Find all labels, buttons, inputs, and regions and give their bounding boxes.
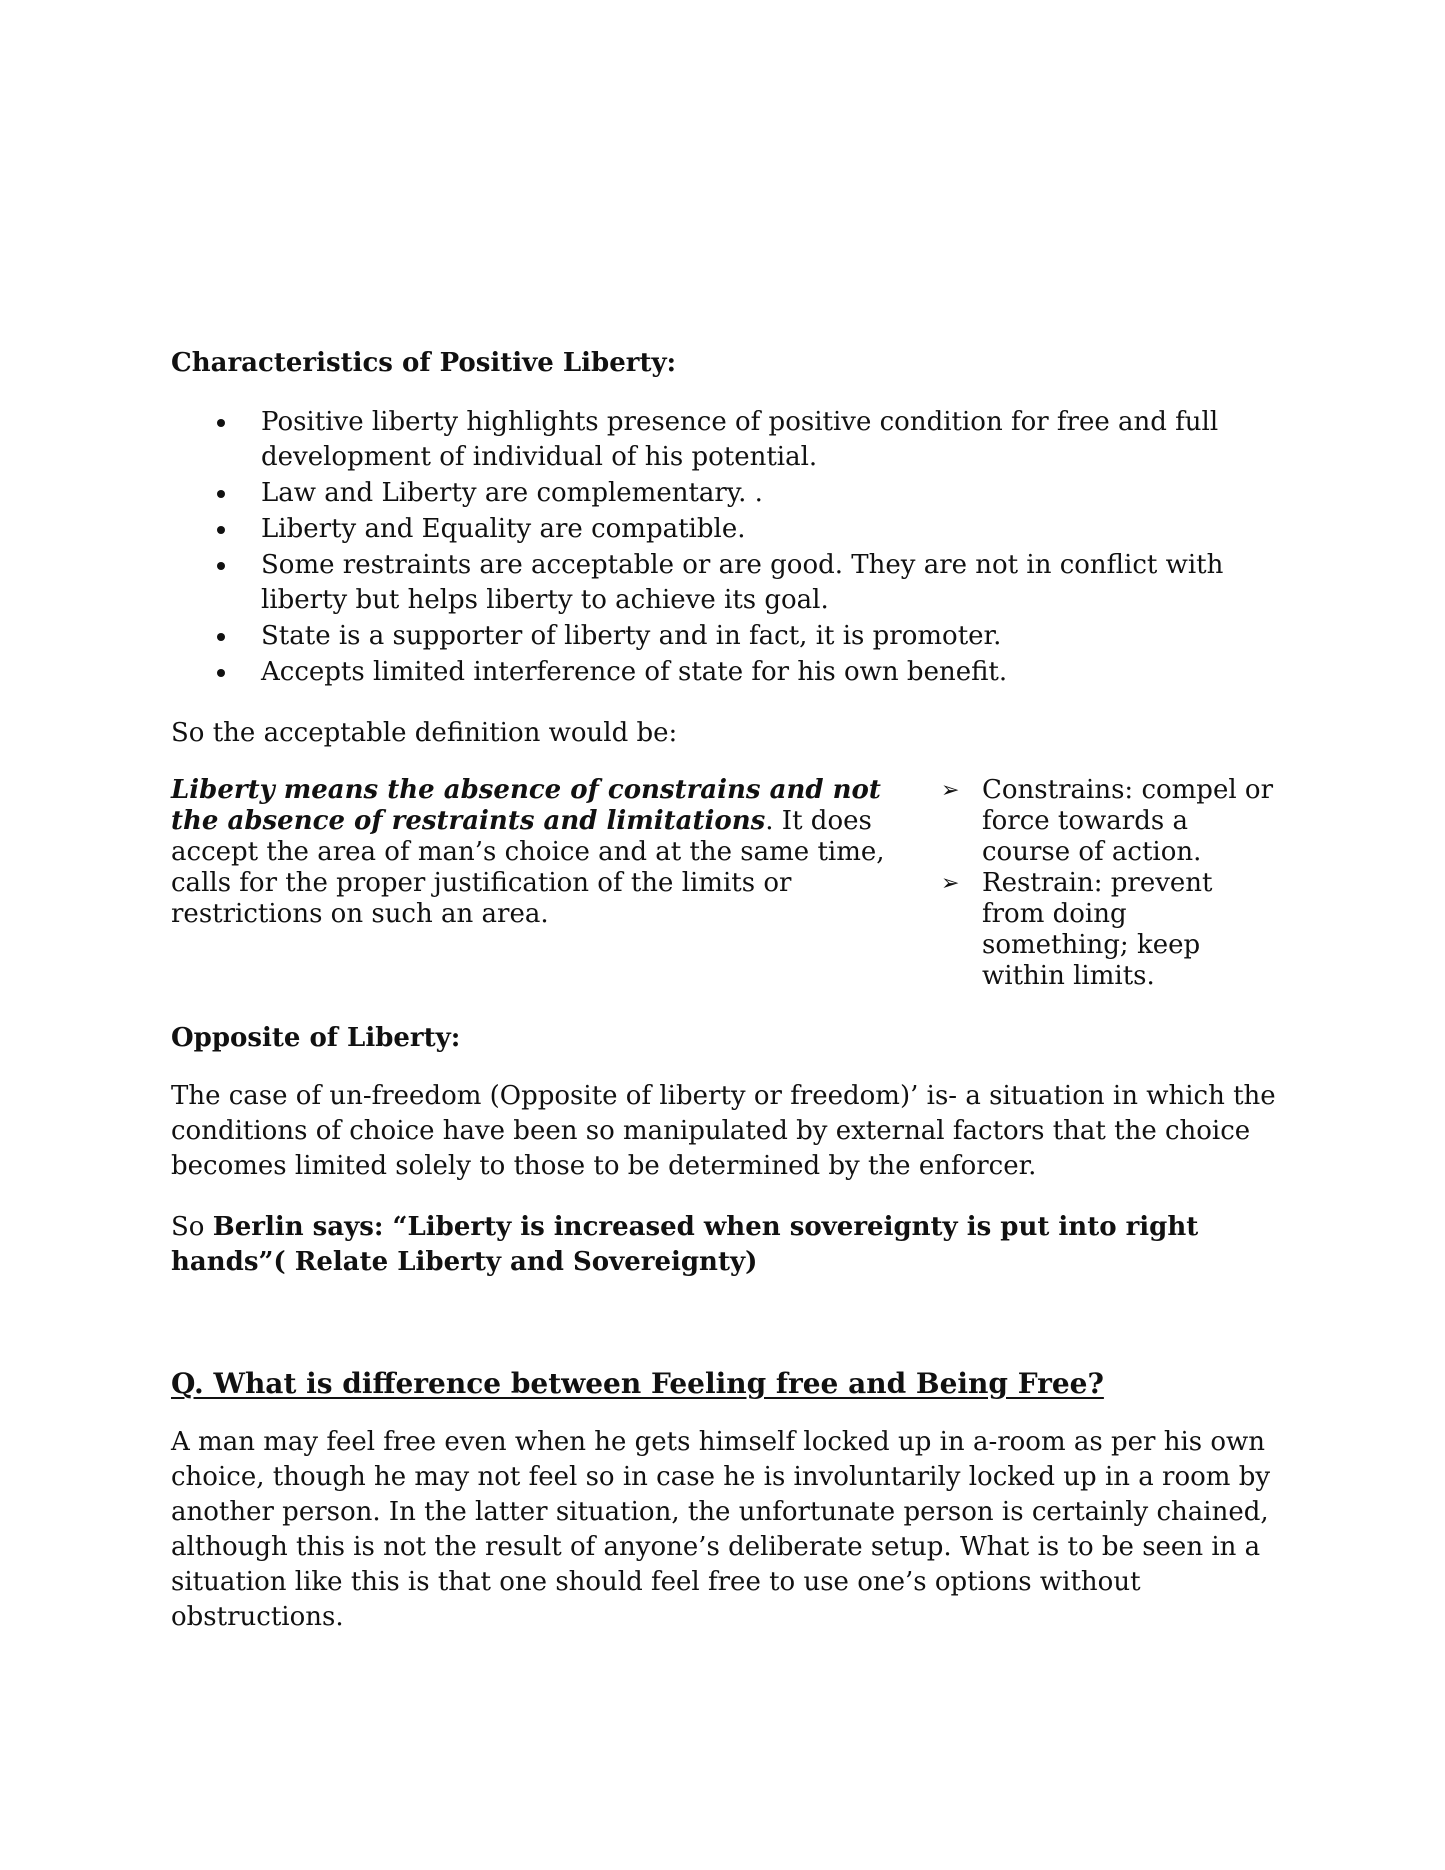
bullet-icon: [217, 669, 225, 677]
berlin-quote: [171, 1210, 1281, 1280]
feeling-free-paragraph: A man may feel free even when he gets himself locked up in a-room as per his own choice, though he may not feel so in case he is involuntarily locked up in a room by another person. In the latter situation, the unfortunate person is certainly chained, although this is not the result of anyone’s deliberate setup. What is to be seen in a situation like this is that one should feel free to use one’s options without obstructions.: [171, 1427, 1271, 1632]
berlin-quote-bold: Berlin says: “Liberty is increased when sovereignty is put into right hands”( Relate Liberty and Sovereignty): [171, 1212, 1199, 1277]
list-item-text: State is a supporter of liberty and in fact, it is promoter.: [261, 621, 1002, 651]
list-item: [171, 476, 1281, 511]
arrowhead-icon: ➢: [941, 778, 960, 803]
definition-rest: . It does accept the area of man’s choice and at the same time, calls for the proper justification of the limits or restrictions on such an area.: [171, 806, 885, 929]
liberty-definition: [171, 775, 916, 930]
bullet-icon: [217, 562, 225, 570]
heading-characteristics: Characteristics of Positive Liberty:: [171, 348, 677, 378]
list-item-text: Some restraints are acceptable or are good. They are not in conflict with liberty but helps liberty to achieve its goal.: [261, 550, 1224, 615]
definition-notes: [935, 775, 1280, 992]
note-item: [935, 775, 1280, 868]
list-item-text: Positive liberty highlights presence of positive condition for free and full development of individual of his potential.: [261, 407, 1219, 472]
definition-emphasis: Liberty means the absence of constrains and not the absence of restraints and limitations: [171, 775, 881, 836]
list-item-text: Accepts limited interference of state for his own benefit.: [261, 657, 1008, 687]
acceptable-definition-intro: So the acceptable definition would be:: [171, 718, 678, 748]
note-item: [935, 868, 1280, 992]
bullet-icon: [217, 419, 225, 427]
note-text: Constrains: compel or force towards a course of action.: [982, 775, 1274, 867]
bullet-icon: [217, 526, 225, 534]
bullet-icon: [217, 490, 225, 498]
list-item: [171, 619, 1281, 654]
list-item: [171, 405, 1281, 475]
heading-opposite-of-liberty: Opposite of Liberty:: [171, 1023, 461, 1053]
list-item: [171, 512, 1281, 547]
list-item: [171, 655, 1281, 690]
characteristics-list: [171, 405, 1281, 691]
unfreedom-paragraph: The case of un-freedom (Opposite of liberty or freedom)’ is- a situation in which the conditions of choice have been so manipulated by external factors that the choice becomes limited solely to those to be determined by the enforcer.: [171, 1081, 1276, 1181]
heading-question: Q. What is difference between Feeling free and Being Free?: [171, 1367, 1104, 1400]
arrowhead-icon: ➢: [941, 871, 960, 896]
list-item: [171, 548, 1281, 618]
list-item-text: Law and Liberty are complementary. .: [261, 478, 763, 508]
bullet-icon: [217, 633, 225, 641]
list-item-text: Liberty and Equality are compatible.: [261, 514, 746, 544]
berlin-prefix: So: [171, 1212, 213, 1242]
note-text: Restrain: prevent from doing something; keep within limits.: [982, 868, 1213, 991]
